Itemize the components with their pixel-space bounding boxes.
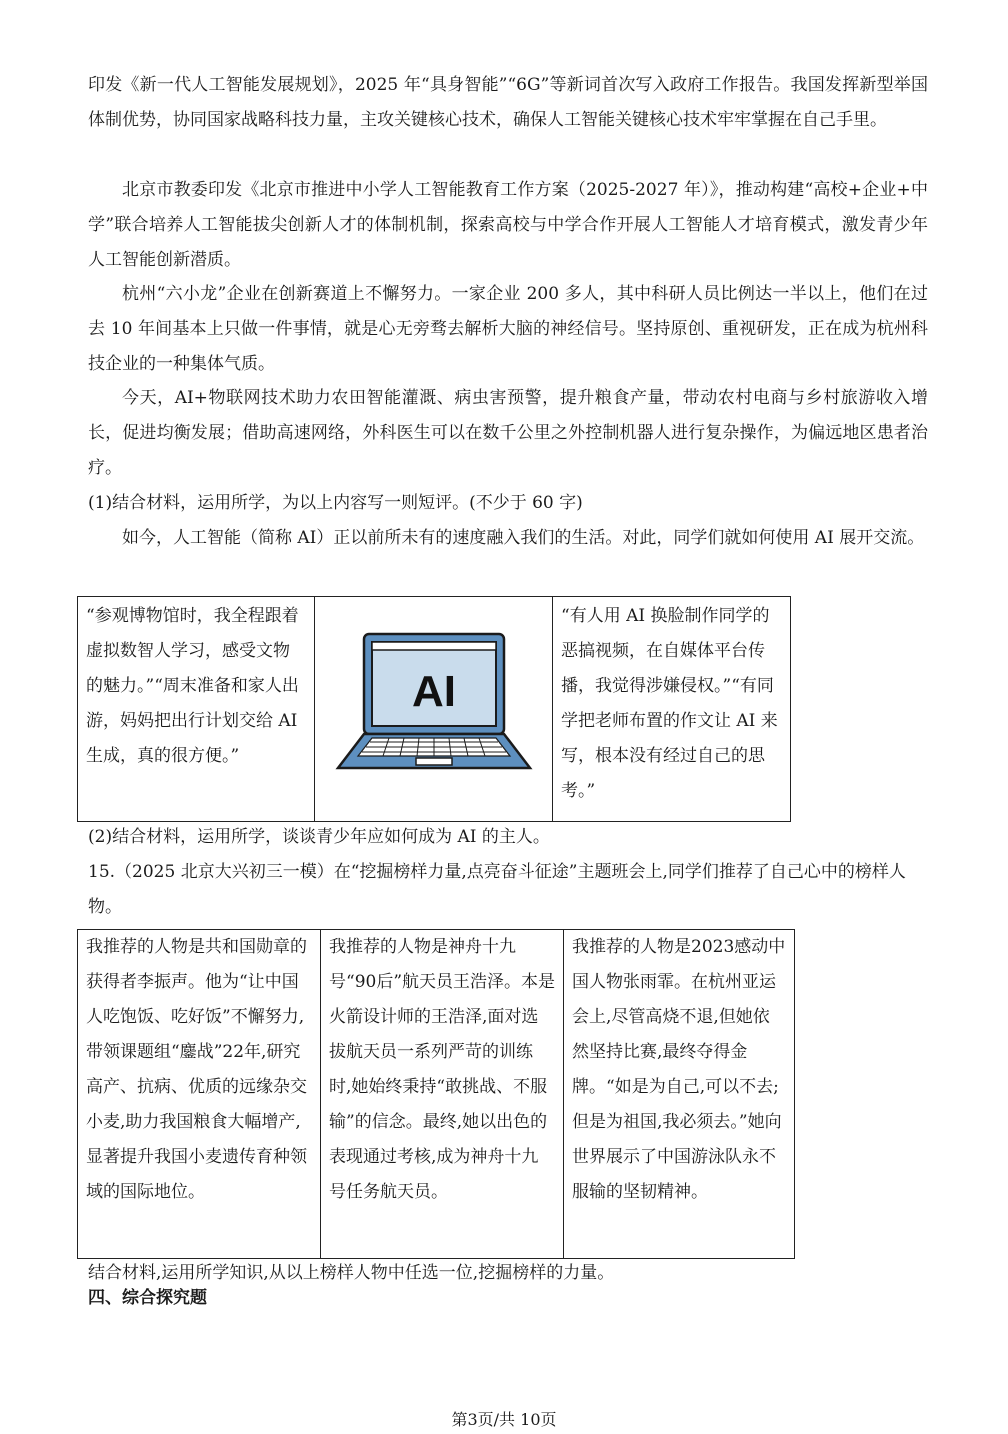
paragraph-ai-plan: 印发《新一代人工智能发展规划》，2025 年“具身智能”“6G”等新词首次写入政府工作报告。我国发挥新型举国体制优势，协同国家战略科技力量，主攻关键核心技术，确保人工智能关键核心技术牢牢掌握在自己手里。 [88,75,928,130]
question-2: (2)结合材料，运用所学，谈谈青少年应如何成为 AI 的主人。 [88,827,550,847]
laptop-screen-label: AI [411,666,456,716]
question-15: 15.（2025 北京大兴初三一模）在“挖掘榜样力量,点亮奋斗征途”主题班会上,同学们推荐了自己心中的榜样人物。 [88,862,906,917]
ai-positive-quotes: “参观博物馆时，我全程跟着虚拟数智人学习，感受文物的魅力。”“周末准备和家人出游，妈妈把出行计划交给 AI 生成，真的很方便。” [78,597,315,822]
laptop-ai-icon [334,628,534,778]
paragraph-hangzhou-companies: 杭州“六小龙”企业在创新赛道上不懈努力。一家企业 200 多人，其中科研人员比例达一半以上，他们在过去 10 年间基本上只做一件事情，就是心无旁骛去解析大脑的神经信号。坚持原创、重视研发，正在成为杭州科技企业的一种集体气质。 [88,284,928,374]
ai-usage-table [77,596,791,822]
ai-negative-quotes: “有人用 AI 换脸制作同学的恶搞视频，在自媒体平台传播，我觉得涉嫌侵权。”“有同学把老师布置的作文让 AI 来写，根本没有经过自己的思考。” [553,597,791,822]
ai-intro-paragraph: 如今，人工智能（简称 AI）正以前所未有的速度融入我们的生活。对此，同学们就如何使用 AI 展开交流。 [122,528,925,548]
role-model-zhang-yufei: 我推荐的人物是2023感动中国人物张雨霏。在杭州亚运会上,尽管高烧不退,但她依然坚持比赛,最终夺得金牌。“如是为自己,可以不去;但是为祖国,我必须去。”她向世界展示了中国游泳队永不服输的坚韧精神。 [564,930,795,1259]
role-model-li-zhensheng: 我推荐的人物是共和国勋章的获得者李振声。他为“让中国人吃饱饭、吃好饭”不懈努力,带领课题组“鏖战”22年,研究高产、抗病、优质的远缘杂交小麦,助力我国粮食大幅增产,显著提升我国小麦遗传育种领域的国际地位。 [78,930,321,1259]
question-15-prompt: 结合材料,运用所学知识,从以上榜样人物中任选一位,挖掘榜样的力量。 [88,1263,615,1283]
paragraph-beijing-education: 北京市教委印发《北京市推进中小学人工智能教育工作方案（2025-2027 年）》，推动构建“高校+企业+中学”联合培养人工智能拔尖创新人才的体制机制，探索高校与中学合作开展人工智能人才培育模式，激发青少年人工智能创新潜质。 [88,180,928,270]
role-model-wang-haoze: 我推荐的人物是神舟十九号“90后”航天员王浩泽。本是火箭设计师的王浩泽,面对选拔航天员一系列严苛的训练时,她始终秉持“敢挑战、不服输”的信念。最终,她以出色的表现通过考核,成为神舟十九号任务航天员。 [321,930,564,1259]
role-model-table [77,929,795,1259]
page-number-footer: 第3页/共 10页 [451,1410,557,1429]
paragraph-ai-iot: 今天，AI+物联网技术助力农田智能灌溉、病虫害预警，提升粮食产量，带动农村电商与乡村旅游收入增长，促进均衡发展；借助高速网络，外科医生可以在数千公里之外控制机器人进行复杂操作，为偏远地区患者治疗。 [88,388,928,478]
question-1: (1)结合材料，运用所学，为以上内容写一则短评。(不少于 60 字) [88,493,583,513]
section-heading: 四、综合探究题 [88,1288,207,1308]
laptop-illustration-cell [315,597,553,822]
